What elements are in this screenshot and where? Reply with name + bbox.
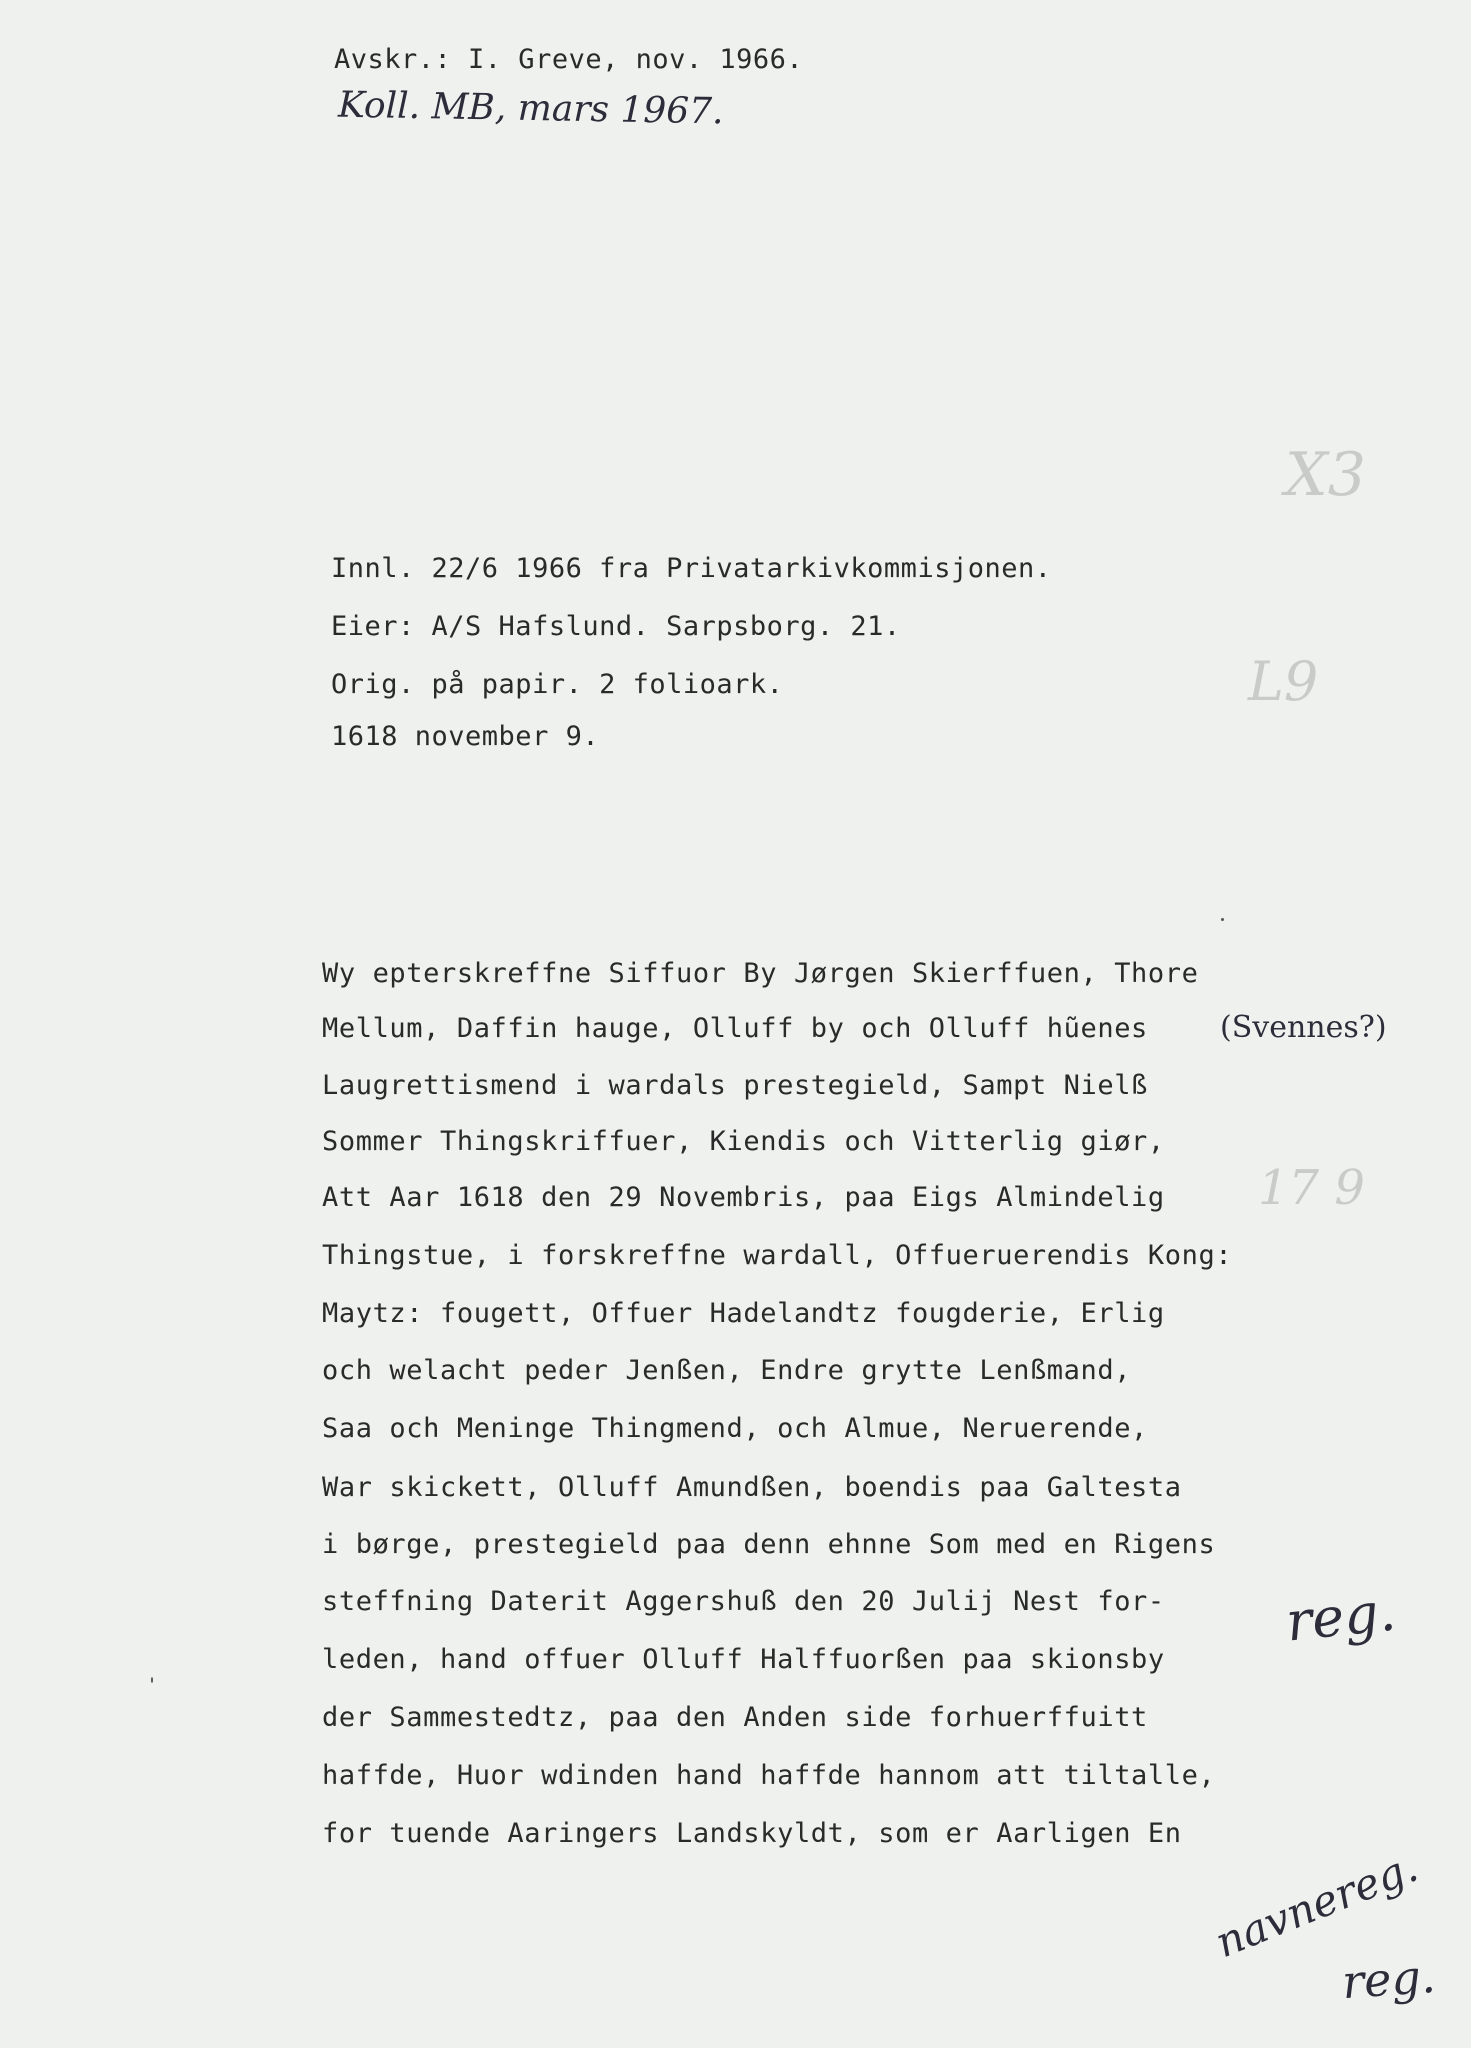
bleed-through-mark: X3: [1285, 440, 1366, 510]
body-line-5: Att Aar 1618 den 29 Novembris, paa Eigs Almindelig: [322, 1182, 1165, 1213]
body-line-14: der Sammestedtz, paa den Anden side forhuerffuitt: [322, 1702, 1148, 1733]
body-line-6: Thingstue, i forskreffne wardall, Offueruerendis Kong:: [322, 1240, 1233, 1271]
stray-dot: [1221, 918, 1224, 921]
bleed-through-mark: L9: [1248, 650, 1319, 713]
margin-reg-annotation: reg.: [1283, 1579, 1399, 1654]
original-line: Orig. på papir. 2 folioark.: [331, 669, 784, 700]
body-line-4: Sommer Thingskriffuer, Kiendis och Vitterlig giør,: [322, 1126, 1165, 1157]
owner-line: Eier: A/S Hafslund. Sarpsborg. 21.: [331, 611, 901, 642]
body-line-11: i børge, prestegield paa denn ehnne Som med en Rigens: [322, 1529, 1216, 1560]
body-line-3: Laugrettismend i wardals prestegield, Sampt Nielß: [322, 1070, 1148, 1101]
body-line-15: haffde, Huor wdinden hand haffde hannom att tiltalle,: [322, 1760, 1216, 1791]
body-line-1: Wy epterskreffne Siffuor By Jørgen Skierffuen, Thore: [322, 958, 1199, 989]
stray-dot: [151, 1677, 153, 1683]
date-line: 1618 november 9.: [331, 721, 600, 752]
name-query-annotation: (Svennes?): [1220, 1010, 1387, 1045]
body-line-12: steffning Daterit Aggershuß den 20 Julij Nest for-: [322, 1586, 1165, 1617]
body-line-2: Mellum, Daffin hauge, Olluff by och Olluff hũenes: [322, 1013, 1148, 1044]
margin-reg-annotation-2: reg.: [1340, 1948, 1438, 2010]
transcriber-line: Avskr.: I. Greve, nov. 1966.: [334, 44, 804, 75]
checked-handwritten-line: Koll. MB, mars 1967.: [337, 84, 724, 133]
body-line-9: Saa och Meninge Thingmend, och Almue, Neruerende,: [322, 1413, 1148, 1444]
received-line: Innl. 22/6 1966 fra Privatarkivkommisjonen.: [331, 553, 1052, 584]
bleed-through-mark: 17 9: [1258, 1160, 1365, 1216]
body-line-7: Maytz: fougett, Offuer Hadelandtz fougderie, Erlig: [322, 1298, 1165, 1329]
body-line-10: War skickett, Olluff Amundßen, boendis paa Galtesta: [322, 1472, 1182, 1503]
body-line-8: och welacht peder Jenßen, Endre grytte Lenßmand,: [322, 1355, 1132, 1386]
body-line-13: leden, hand offuer Olluff Halffuorßen paa skionsby: [322, 1644, 1165, 1675]
margin-navnereg-annotation: navnereg.: [1208, 1841, 1425, 1968]
body-line-16: for tuende Aaringers Landskyldt, som er Aarligen En: [322, 1818, 1182, 1849]
